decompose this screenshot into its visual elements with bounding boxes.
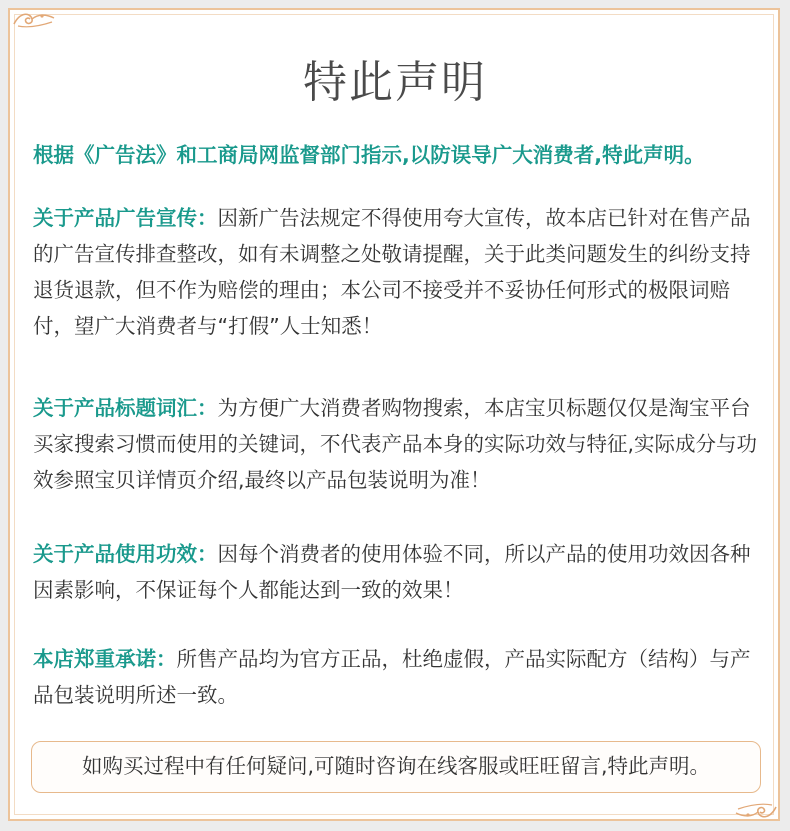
contact-notice: 如购买过程中有任何疑问,可随时咨询在线客服或旺旺留言,特此声明。: [31, 741, 761, 793]
section-promise: [33, 641, 759, 713]
section-text: 因新广告法规定不得使用夸大宣传，故本店已针对在售产品的广告宣传排查整改，如有未调整之处敬请提醒，关于此类问题发生的纠纷支持退货退款，但不作为赔偿的理由；本公司不接受并不妥协任何形式的极限词赔付，望广大消费者与“打假”人士知悉！: [33, 206, 751, 338]
section-text: 为方便广大消费者购物搜索，本店宝贝标题仅仅是淘宝平台买家搜索习惯而使用的关键词，不代表产品本身的实际功效与特征,实际成分与功效参照宝贝详情页介绍,最终以产品包装说明为准！: [33, 396, 758, 492]
page-title: 特此声明: [303, 57, 487, 108]
swirl-ornament-icon: [12, 8, 56, 30]
section-effects: [33, 536, 759, 608]
section-title-keywords: [33, 390, 759, 498]
section-label: 关于产品使用功效：: [33, 542, 218, 566]
section-label: 本店郑重承诺：: [33, 647, 177, 671]
swirl-ornament-icon: [734, 801, 778, 823]
section-text: 所售产品均为官方正品，杜绝虚假，产品实际配方（结构）与产品包装说明所述一致。: [33, 647, 751, 707]
intro-statement: 根据《广告法》和工商局网监督部门指示,以防误导广大消费者,特此声明。: [33, 143, 705, 167]
section-advertising: [33, 200, 759, 344]
section-label: 关于产品广告宣传：: [33, 206, 218, 230]
section-label: 关于产品标题词汇：: [33, 396, 218, 420]
section-text: 因每个消费者的使用体验不同，所以产品的使用功效因各种因素影响，不保证每个人都能达到一致的效果！: [33, 542, 751, 602]
